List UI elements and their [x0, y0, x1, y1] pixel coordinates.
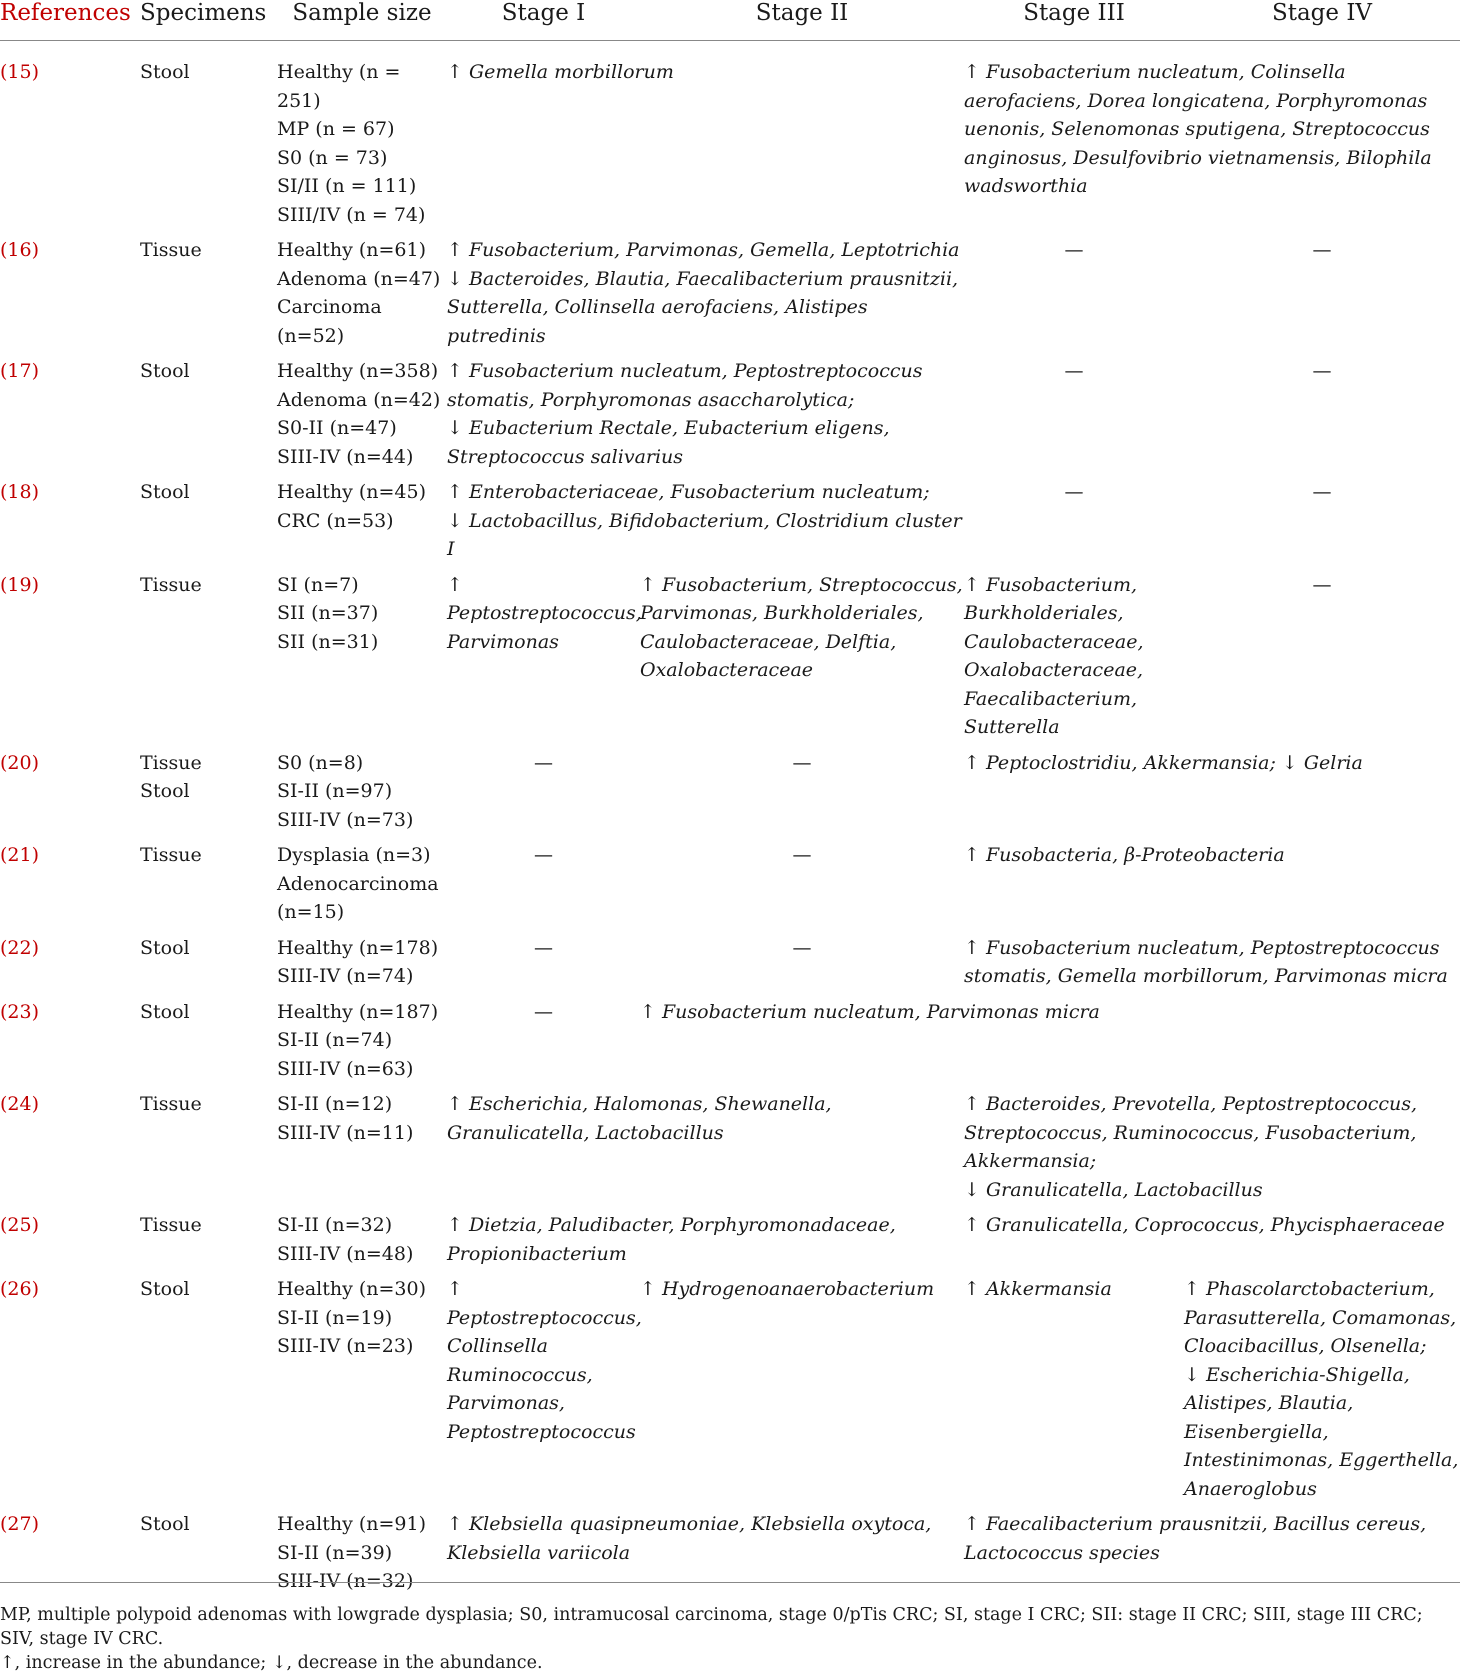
table-header-row: [0, 0, 1460, 41]
cell-line: Stool: [140, 936, 190, 959]
header-stage-i: Stage I: [501, 0, 586, 26]
table-row: [0, 1090, 1460, 1211]
sample-size-cell: [277, 571, 447, 749]
empty-dash: —: [792, 751, 812, 774]
cell-text: ↑ Fusobacterium nucleatum, Parvimonas micra: [640, 1000, 1100, 1023]
cell-line: SII (n=37): [277, 602, 379, 624]
cell-line: Peptostreptococcus,: [447, 1306, 642, 1329]
cell-line: ↓ Lactobacillus, Bifidobacterium, Clostridium cluster I: [447, 509, 962, 560]
cell-line: SI-II (n=97): [277, 780, 393, 802]
stage-iii-iv-cell: [964, 934, 1460, 998]
reference-link[interactable]: (20): [0, 751, 40, 774]
specimen-cell: [140, 41, 277, 237]
cell-line: Healthy (n=45): [277, 481, 427, 503]
table-row: [0, 841, 1460, 934]
empty-dash: —: [534, 844, 553, 866]
cell-line: Tissue: [140, 573, 202, 596]
cell-line: Healthy (n=187): [277, 1000, 439, 1023]
cell-text: ↑ Peptostreptococcus, Parvimonas: [447, 573, 642, 653]
header-specimens: Specimens: [140, 0, 267, 26]
reference-link[interactable]: (26): [0, 1278, 40, 1300]
cell-line: Stool: [140, 780, 190, 802]
reference-link[interactable]: (16): [0, 239, 40, 261]
cell-text: ↑ Fusobacterium nucleatum, Peptostreptococcus stomatis, Gemella morbillorum, Parvimonas micra: [964, 936, 1448, 987]
table-footnote: [0, 1582, 1460, 1675]
cell-line: SIII/IV (n = 74): [277, 203, 426, 226]
cell-line: Healthy (n = 251): [277, 61, 401, 112]
cell-line: SIII-IV (n=32): [277, 1570, 414, 1592]
cell-line: Parvimonas,: [447, 1392, 565, 1414]
cell-text: ↑ Faecalibacterium prausnitzii, Bacillus cereus, Lactococcus species: [964, 1513, 1427, 1564]
cell-text: ↑ Peptoclostridiu, Akkermansia; ↓ Gelria: [964, 751, 1363, 774]
cell-line: Healthy (n=178): [277, 936, 439, 959]
stage-i-ii-cell: [447, 357, 964, 478]
table-row: [0, 1275, 1460, 1510]
cell-line: SI-II (n=74): [277, 1029, 393, 1051]
table-row: [0, 934, 1460, 998]
cell-line: ↑ Fusobacterium, Parvimonas, Gemella, Leptotrichia: [447, 239, 960, 261]
cell-line: ↓ Bacteroides, Blautia, Faecalibacterium prausnitzii, Sutterella, Collinsella aerofaciens, Alistipes putredinis: [447, 267, 959, 347]
cell-line: Adenoma (n=42): [277, 388, 441, 411]
cell-text: ↑ Dietzia, Paludibacter, Porphyromonadaceae, Propionibacterium: [447, 1214, 896, 1265]
stage-iii-iv-cell: [964, 41, 1460, 237]
header-stage-iii: Stage III: [1023, 0, 1125, 26]
reference-link[interactable]: (17): [0, 360, 40, 382]
cell-line: ↑ Bacteroides, Prevotella, Peptostreptococcus, Streptococcus, Ruminococcus, Fusobacterium, Akkermansia;: [964, 1093, 1418, 1172]
cell-line: Dysplasia (n=3): [277, 844, 431, 866]
cell-text: ↑ Akkermansia: [964, 1278, 1112, 1300]
cell-line: SIII-IV (n=23): [277, 1335, 414, 1357]
stage-ii-cell: [640, 749, 964, 842]
table-row: [0, 998, 1460, 1091]
sample-size-cell: [277, 236, 447, 357]
cell-line: ↑ Enterobacteriaceae, Fusobacterium nucleatum;: [447, 481, 930, 503]
footnote-arrows: ↑, increase in the abundance; ↓, decrease in the abundance.: [0, 1653, 543, 1673]
sample-size-cell: [277, 1211, 447, 1275]
stage-ii-cell: [640, 1275, 964, 1510]
empty-dash: —: [792, 936, 812, 959]
header-stage-ii: Stage II: [755, 0, 849, 26]
stage-iii-iv-cell: [964, 1090, 1460, 1211]
cell-line: ↓ Granulicatella, Lactobacillus: [964, 1178, 1263, 1201]
cell-line: S0-II (n=47): [277, 417, 397, 439]
empty-dash: —: [792, 844, 812, 866]
empty-dash: —: [1064, 481, 1084, 503]
stage-iii-iv-cell: [964, 841, 1460, 934]
stage-i-ii-cell: [447, 1211, 964, 1275]
cell-text: ↑ Fusobacteria, β-Proteobacteria: [964, 844, 1285, 866]
cell-line: Collinsella: [447, 1335, 548, 1357]
specimen-cell: [140, 236, 277, 357]
cell-line: Stool: [140, 360, 190, 382]
cell-line: Tissue: [140, 239, 202, 261]
cell-line: Carcinoma (n=52): [277, 296, 382, 347]
specimen-cell: [140, 998, 277, 1091]
stage-iii-cell: [964, 478, 1184, 571]
stage-iii-cell: [964, 236, 1184, 357]
specimen-cell: [140, 478, 277, 571]
cell-line: SIII-IV (n=44): [277, 445, 414, 468]
stage-i-cell: [447, 1275, 640, 1510]
cell-line: ↑: [447, 1278, 463, 1300]
sample-size-cell: [277, 749, 447, 842]
stage-iii-iv-cell: [964, 1211, 1460, 1275]
stage-ii-cell: [640, 571, 964, 749]
empty-dash: —: [1064, 239, 1084, 261]
cell-line: ↓ Escherichia-Shigella, Alistipes, Blautia, Eisenbergiella, Intestinimonas, Eggerthella, Anaeroglobus: [1184, 1363, 1459, 1500]
cell-line: ↓ Eubacterium Rectale, Eubacterium eligens, Streptococcus salivarius: [447, 417, 890, 468]
specimen-cell: [140, 749, 277, 842]
specimen-cell: [140, 1275, 277, 1510]
specimen-cell: [140, 571, 277, 749]
reference-link[interactable]: (21): [0, 844, 40, 866]
cell-text: ↑ Escherichia, Halomonas, Shewanella, Granulicatella, Lactobacillus: [447, 1093, 832, 1144]
stage-iv-cell: [1184, 571, 1460, 749]
sample-size-cell: [277, 934, 447, 998]
cell-line: Adenocarcinoma (n=15): [277, 872, 439, 923]
specimen-cell: [140, 1090, 277, 1211]
cell-line: Ruminococcus,: [447, 1363, 593, 1386]
sample-size-cell: [277, 478, 447, 571]
cell-line: Peptostreptococcus: [447, 1420, 636, 1443]
cell-line: SIII-IV (n=73): [277, 808, 414, 831]
stage-iv-cell: [1184, 1275, 1460, 1510]
sample-size-cell: [277, 998, 447, 1091]
sample-size-cell: [277, 357, 447, 478]
cell-line: Healthy (n=358): [277, 360, 439, 382]
cell-line: Healthy (n=91): [277, 1513, 427, 1535]
sample-size-cell: [277, 41, 447, 237]
reference-link[interactable]: (25): [0, 1214, 40, 1236]
cell-line: SI-II (n=32): [277, 1214, 393, 1236]
stage-iii-iv-cell: [964, 749, 1460, 842]
stage-i-cell: [447, 998, 640, 1091]
empty-dash: —: [1312, 573, 1332, 596]
footnote-abbreviations: MP, multiple polypoid adenomas with lowgrade dysplasia; S0, intramucosal carcinoma, stage 0/pTis CRC; SI, stage I CRC; SII: stage II CRC; SIII, stage III CRC; SIV, stage IV CRC.: [0, 1605, 1423, 1649]
stage-i-cell: [447, 934, 640, 998]
cell-line: S0 (n=8): [277, 751, 364, 774]
stage-ii-cell: [640, 841, 964, 934]
cell-line: Tissue: [140, 1093, 202, 1115]
empty-dash: —: [1312, 239, 1332, 261]
stage-iii-cell: [964, 357, 1184, 478]
cell-line: Stool: [140, 1513, 190, 1535]
reference-link[interactable]: (24): [0, 1093, 40, 1115]
table-row: [0, 236, 1460, 357]
cell-line: SI-II (n=39): [277, 1541, 393, 1564]
empty-dash: —: [534, 1000, 553, 1023]
empty-dash: —: [1064, 360, 1084, 382]
reference-link[interactable]: (22): [0, 936, 40, 959]
cell-line: Stool: [140, 1000, 190, 1023]
table-row: [0, 478, 1460, 571]
stage-iii-cell: [964, 1275, 1184, 1510]
specimen-cell: [140, 841, 277, 934]
cell-line: ↑ Phascolarctobacterium, Parasutterella, Comamonas, Cloacibacillus, Olsenella;: [1184, 1278, 1457, 1357]
specimen-cell: [140, 357, 277, 478]
header-references: References: [0, 0, 131, 26]
reference-link[interactable]: (18): [0, 481, 40, 503]
cell-line: CRC (n=53): [277, 509, 394, 532]
table-row: [0, 571, 1460, 749]
cell-text: ↑ Klebsiella quasipneumoniae, Klebsiella oxytoca, Klebsiella variicola: [447, 1513, 932, 1564]
cell-line: MP (n = 67): [277, 118, 395, 140]
stage-i-cell: [447, 571, 640, 749]
table-row: [0, 749, 1460, 842]
cell-text: ↑ Fusobacterium, Burkholderiales, Caulobacteraceae, Oxalobacteraceae, Faecalibacterium, Sutterella: [964, 573, 1144, 738]
cell-line: SIII-IV (n=74): [277, 965, 414, 987]
cell-line: SIII-IV (n=63): [277, 1057, 414, 1080]
cell-line: Adenoma (n=47): [277, 267, 441, 290]
cell-line: Tissue: [140, 1214, 202, 1236]
sample-size-cell: [277, 841, 447, 934]
stage-i-ii-cell: [447, 1090, 964, 1211]
cell-line: SIII-IV (n=48): [277, 1242, 414, 1265]
empty-dash: —: [1312, 481, 1332, 503]
stage-ii-cell: [640, 934, 964, 998]
reference-link[interactable]: (23): [0, 1000, 40, 1023]
sample-size-cell: [277, 1090, 447, 1211]
stage-iii-cell: [964, 571, 1184, 749]
cell-text: ↑ Fusobacterium nucleatum, Colinsella aerofaciens, Dorea longicatena, Porphyromonas uenonis, Selenomonas sputigena, Streptococcus anginosus, Desulfovibrio vietnamensis, Bilophila wadsworthia: [964, 61, 1432, 197]
cell-line: Tissue: [140, 751, 202, 774]
cell-line: SI-II (n=19): [277, 1306, 393, 1329]
cell-line: ↑ Fusobacterium nucleatum, Peptostreptococcus stomatis, Porphyromonas asaccharolytica;: [447, 360, 923, 411]
header-sample-size: Sample size: [292, 0, 432, 26]
empty-dash: —: [1312, 360, 1332, 382]
cell-text: ↑ Gemella morbillorum: [447, 61, 674, 83]
empty-dash: —: [534, 936, 553, 959]
cell-line: S0 (n = 73): [277, 146, 388, 169]
specimen-cell: [140, 934, 277, 998]
cell-line: Tissue: [140, 844, 202, 866]
cell-text: ↑ Granulicatella, Coprococcus, Phycisphaeraceae: [964, 1214, 1445, 1236]
stage-i-ii-cell: [447, 478, 964, 571]
reference-link[interactable]: (27): [0, 1513, 40, 1535]
stage-ii-iv-cell: [640, 998, 1460, 1091]
stage-iv-cell: [1184, 357, 1460, 478]
stage-iv-cell: [1184, 236, 1460, 357]
table-row: [0, 1211, 1460, 1275]
stage-i-ii-cell: [447, 236, 964, 357]
stage-iv-cell: [1184, 478, 1460, 571]
empty-dash: —: [534, 751, 553, 774]
cell-text: ↑ Fusobacterium, Streptococcus, Parvimonas, Burkholderiales, Caulobacteraceae, Delftia, Oxalobacteraceae: [640, 573, 963, 681]
reference-link[interactable]: (19): [0, 573, 40, 596]
sample-size-cell: [277, 1275, 447, 1510]
cell-line: SIII-IV (n=11): [277, 1121, 414, 1144]
cell-line: Stool: [140, 1278, 190, 1300]
cell-line: Stool: [140, 481, 190, 503]
cell-line: Stool: [140, 61, 190, 83]
cell-line: SII (n=31): [277, 630, 379, 653]
cell-line: SI-II (n=12): [277, 1093, 393, 1115]
stage-i-cell: [447, 749, 640, 842]
cell-line: Healthy (n=61): [277, 239, 427, 261]
table-row: [0, 41, 1460, 237]
stage-i-cell: [447, 841, 640, 934]
specimen-cell: [140, 1211, 277, 1275]
reference-link[interactable]: (15): [0, 61, 40, 83]
cell-line: SI/II (n = 111): [277, 175, 417, 197]
stage-i-ii-cell: [447, 41, 964, 237]
table-body: [0, 41, 1460, 1603]
cell-line: Healthy (n=30): [277, 1278, 427, 1300]
table-row: [0, 357, 1460, 478]
header-stage-iv: Stage IV: [1271, 0, 1373, 26]
cell-text: ↑ Hydrogenoanaerobacterium: [640, 1278, 935, 1300]
cell-line: SI (n=7): [277, 573, 359, 596]
